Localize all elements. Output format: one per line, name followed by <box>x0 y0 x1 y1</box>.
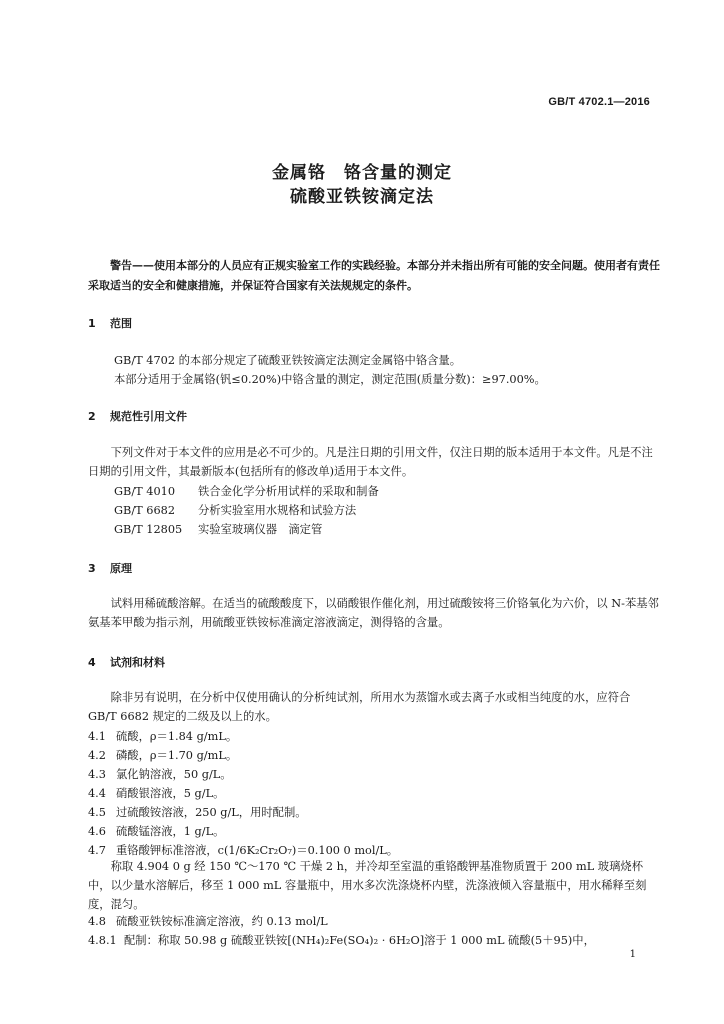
item-text: 硝酸银溶液，5 g/L。 <box>116 787 225 800</box>
list-item <box>88 785 224 801</box>
section-number: 3 <box>88 562 96 575</box>
section-heading-2 <box>88 408 187 424</box>
item-number: 4.3 <box>88 768 106 781</box>
paragraph: 下列文件对于本文件的应用是必不可少的。凡是注日期的引用文件，仅注日期的版本适用于本文件。凡是不注日期的引用文件，其最新版本(包括所有的修改单)适用于本文件。 <box>88 446 653 478</box>
item-text: 重铬酸钾标准溶液，c(1/6K₂Cr₂O₇)＝0.100 0 mol/L。 <box>116 844 399 857</box>
item-number: 4.8.1 <box>88 934 117 947</box>
item-number: 4.2 <box>88 749 106 762</box>
standard-code: GB/T 4702.1—2016 <box>548 96 650 108</box>
item-text: 氯化钠溶液，50 g/L。 <box>116 768 232 781</box>
list-item <box>88 747 237 763</box>
reference-code: GB/T 4010 <box>114 485 176 498</box>
section-title: 原理 <box>110 562 132 575</box>
paragraph: 本部分适用于金属铬(钒≤0.20%)中铬含量的测定，测定范围(质量分数)：≥97.00%。 <box>114 373 546 386</box>
reference-title: 实验室玻璃仪器 滴定管 <box>198 523 323 536</box>
reference-title: 分析实验室用水规格和试验方法 <box>198 504 357 517</box>
item-text: 硫酸锰溶液，1 g/L。 <box>116 825 225 838</box>
paragraph: GB/T 4702 的本部分规定了硫酸亚铁铵滴定法测定金属铬中铬含量。 <box>114 354 462 367</box>
list-item <box>88 728 237 744</box>
warning-paragraph: 警告——使用本部分的人员应有正规实验室工作的实践经验。本部分并未指出所有可能的安全问题。使用者有责任采取适当的安全和健康措施，并保证符合国家有关法规规定的条件。 <box>88 259 660 292</box>
list-item <box>88 913 328 929</box>
section-number: 2 <box>88 410 96 423</box>
reference-item <box>114 483 379 499</box>
section-number: 1 <box>88 317 96 330</box>
section-number: 4 <box>88 656 96 669</box>
section-title: 规范性引用文件 <box>110 410 187 423</box>
item-number: 4.1 <box>88 730 106 743</box>
item-text: 过硫酸铵溶液，250 g/L，用时配制。 <box>116 806 307 819</box>
paragraph: 除非另有说明，在分析中仅使用确认的分析纯试剂，所用水为蒸馏水或去离子水或相当纯度的水，应符合 GB/T 6682 规定的二级及以上的水。 <box>88 691 631 723</box>
reference-code: GB/T 6682 <box>114 504 176 517</box>
document-title-line1: 金属铬 铬含量的测定 <box>272 163 452 183</box>
item-text: 硫酸，ρ＝1.84 g/mL。 <box>116 730 238 743</box>
item-text: 硫酸亚铁铵标准滴定溶液，约 0.13 mol/L <box>116 915 328 928</box>
list-item <box>88 823 224 839</box>
paragraph: 试料用稀硫酸溶解。在适当的硫酸酸度下，以硝酸银作催化剂，用过硫酸铵将三价铬氧化为六价，以 N-苯基邻氨基苯甲酸为指示剂，用硫酸亚铁铵标准滴定溶液滴定，测得铬的含量。 <box>88 597 659 629</box>
document-title-line2: 硫酸亚铁铵滴定法 <box>290 187 434 207</box>
list-item <box>88 932 595 948</box>
section-title: 范围 <box>110 317 132 330</box>
list-item <box>88 766 232 782</box>
list-item <box>88 804 307 820</box>
item-number: 4.8 <box>88 915 106 928</box>
reference-item <box>114 521 322 537</box>
list-item <box>88 842 398 858</box>
section-heading-1 <box>88 315 132 331</box>
item-number: 4.5 <box>88 806 106 819</box>
paragraph: 称取 4.904 0 g 经 150 ℃～170 ℃ 干燥 2 h，并冷却至室温的重铬酸钾基准物质置于 200 mL 玻璃烧杯中，以少量水溶解后，移至 1 000 mL 容量瓶中，用水多次洗涤烧杯内壁，洗涤液倾入容量瓶中，用水稀释至刻度，混匀。 <box>88 860 647 911</box>
reference-item <box>114 502 356 518</box>
section-heading-3 <box>88 560 132 576</box>
item-text: 磷酸，ρ＝1.70 g/mL。 <box>116 749 238 762</box>
page-number: 1 <box>629 949 636 960</box>
section-title: 试剂和材料 <box>110 656 165 669</box>
item-number: 4.4 <box>88 787 106 800</box>
section-heading-4 <box>88 654 165 670</box>
item-text: 配制：称取 50.98 g 硫酸亚铁铵[(NH₄)₂Fe(SO₄)₂ · 6H₂O]溶于 1 000 mL 硫酸(5＋95)中， <box>124 934 595 947</box>
reference-title: 铁合金化学分析用试样的采取和制备 <box>198 485 379 498</box>
item-number: 4.6 <box>88 825 106 838</box>
item-number: 4.7 <box>88 844 106 857</box>
reference-code: GB/T 12805 <box>114 523 183 536</box>
